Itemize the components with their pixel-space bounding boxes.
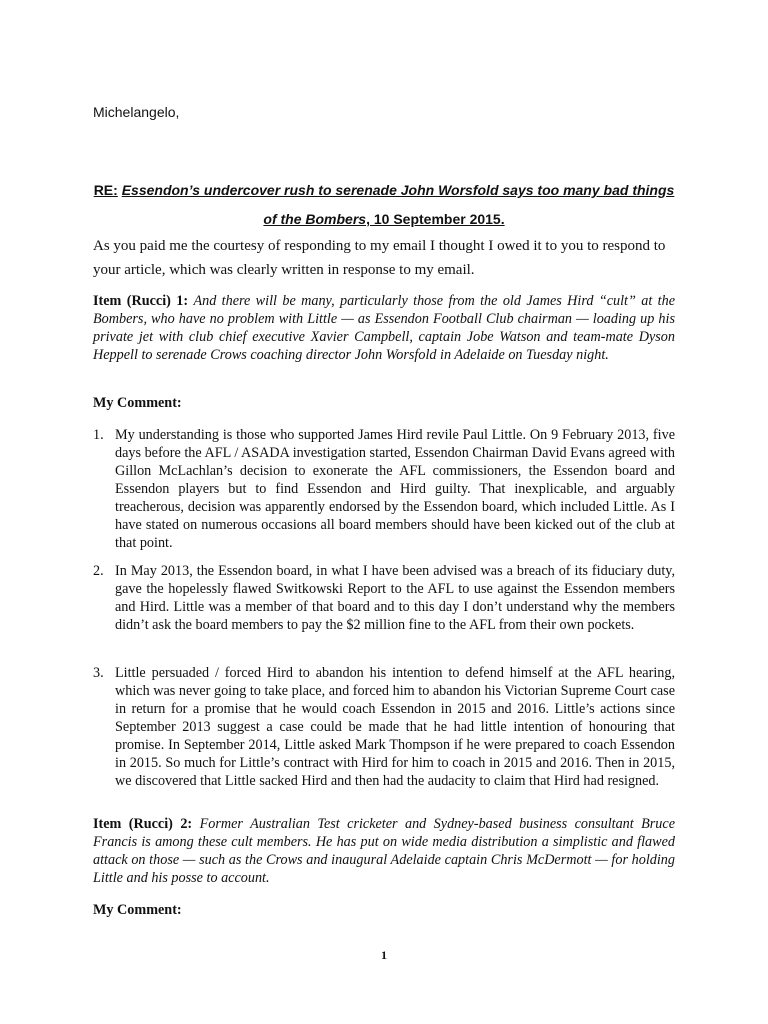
point-number: 2. (93, 563, 104, 579)
article-date: , 10 September 2015. (366, 211, 505, 227)
item-1-quote: And there will be many, particularly those from the old James Hird “cult” at the Bombers, who have no problem with Little — as Essendon Football Club chairman — loading up his private jet with club chief executive Xavier Campbell, captain Jobe Watson and team-mate Dyson Heppell to serenade Crows coaching director John Worsfold in Adelaide on Tuesday night. (93, 293, 675, 363)
point-text: In May 2013, the Essendon board, in what I have been advised was a breach of its fiduciary duty, gave the hopelessly flawed Switkowski Report to the AFL to use against the Essendon members and Hird. Little was a member of that board and to this day I don’t understand why the members didn’t ask the board members to pay the $2 million fine to the AFL from their own pockets. (115, 563, 675, 633)
point-number: 1. (93, 427, 104, 443)
comment-point-1 (93, 426, 675, 552)
subject-heading (93, 176, 675, 234)
comment-heading-2: My Comment: (93, 902, 182, 918)
subject-prefix: RE: (93, 182, 118, 198)
point-text: My understanding is those who supported James Hird revile Paul Little. On 9 February 2013, five days before the AFL / ASADA investigation started, Essendon Chairman David Evans agreed with Gillon McLachlan’s decision to exonerate the AFL commissioners, the Essendon board and Essendon players but to find Essendon and Hird guilty. That inexplicable, and arguably treacherous, decision was apparently endorsed by the Essendon board, which included Little. As I have stated on numerous occasions all board members should have been kicked out of the club at that point. (115, 427, 675, 551)
comment-point-3 (93, 664, 675, 808)
point-number: 3. (93, 665, 104, 681)
comment-point-2 (93, 562, 675, 652)
item-1-label: Item (Rucci) 1: (93, 293, 189, 309)
intro-paragraph: As you paid me the courtesy of responding to my email I thought I owed it to you to respond to your article, which was clearly written in response to my email. (93, 238, 666, 278)
comment-heading-1: My Comment: (93, 395, 182, 411)
rucci-item-1 (93, 292, 675, 364)
rucci-item-2 (93, 815, 675, 887)
article-title: Essendon’s undercover rush to serenade John Worsfold says too many bad things of the Bombers (121, 182, 675, 227)
page-number: 1 (381, 948, 387, 962)
point-text: Little persuaded / forced Hird to abandon his intention to defend himself at the AFL hearing, which was never going to take place, and forced him to abandon his Victorian Supreme Court case in return for a promise that he would coach Essendon in 2015 and 2016. Little’s actions since September 2013 suggest a case could be made that he had little intention of honouring that promise. In September 2014, Little asked Mark Thompson if he were prepared to coach Essendon in 2015. So much for Little’s contract with Hird for him to coach in 2015 and 2016. Then in 2015, we discovered that Little sacked Hird and then had the audacity to claim that Hird had resigned. (115, 665, 675, 789)
item-2-quote: Former Australian Test cricketer and Sydney-based business consultant Bruce Francis is among these cult members. He has put on wide media distribution a simplistic and flawed attack on those — such as the Crows and inaugural Adelaide captain Chris McDermott — for holding Little and his posse to account. (93, 816, 675, 886)
salutation: Michelangelo, (93, 104, 180, 120)
item-2-label: Item (Rucci) 2: (93, 816, 193, 832)
